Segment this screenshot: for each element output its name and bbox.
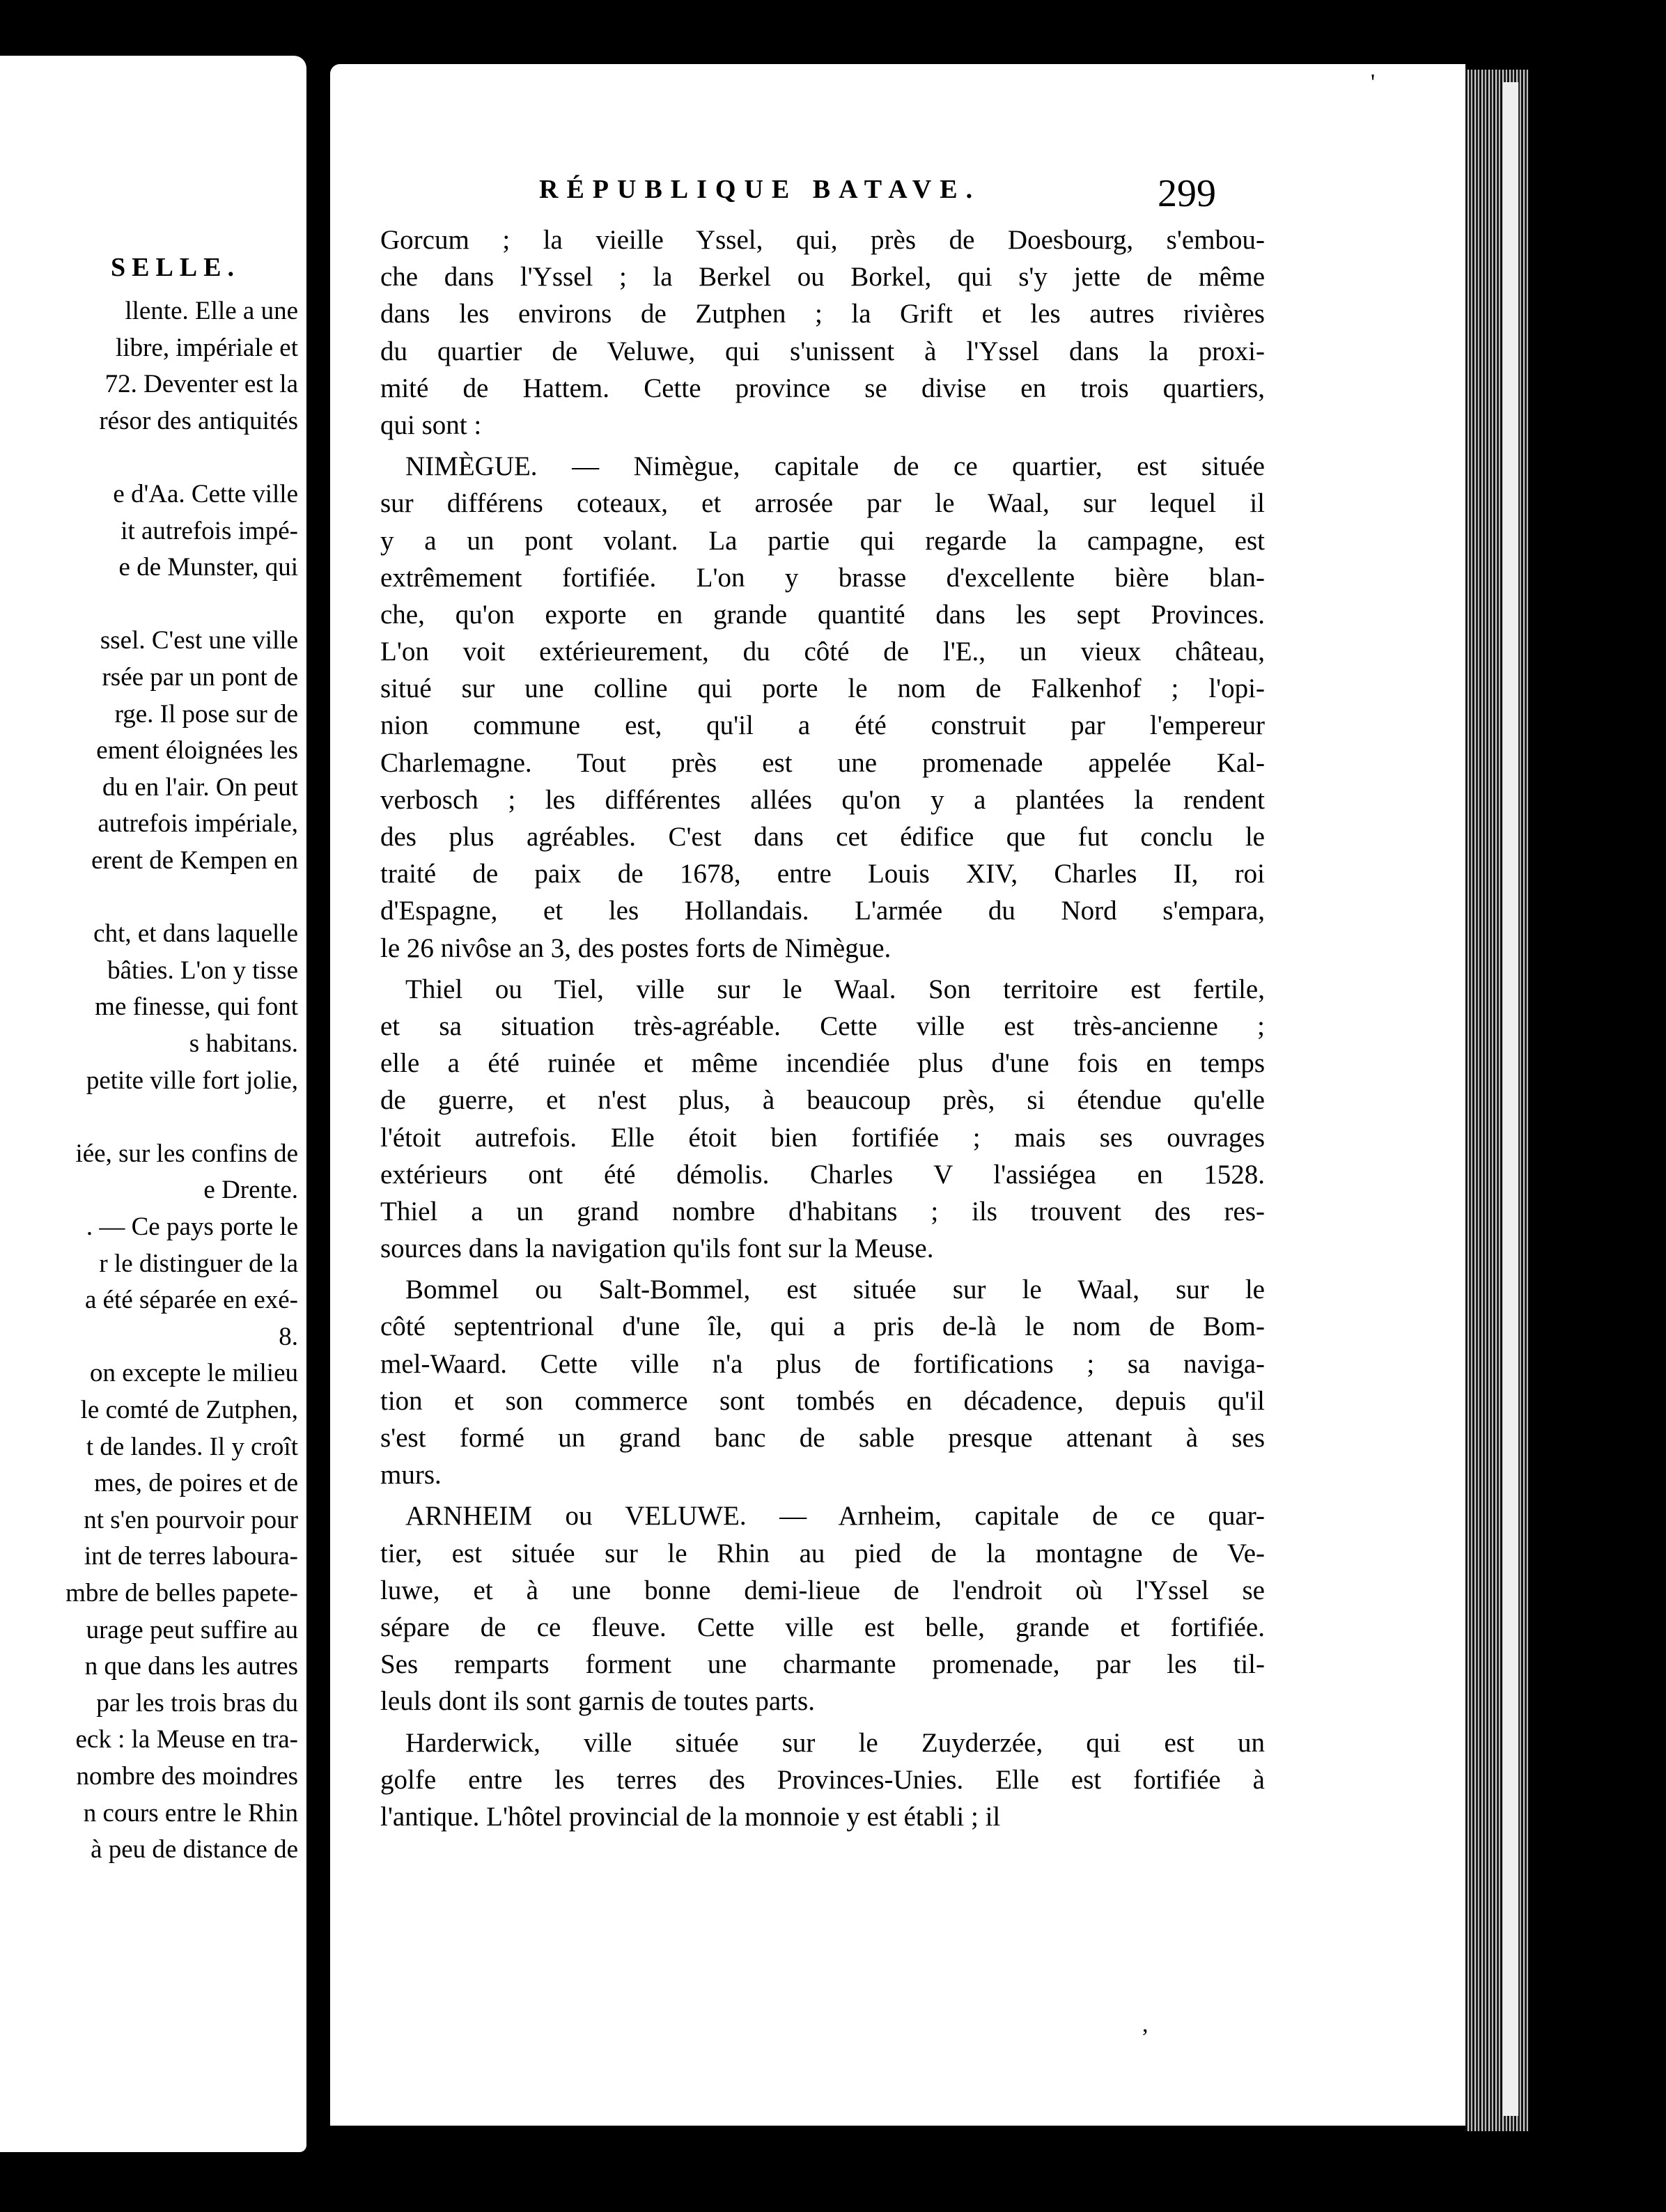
- left-page-line: ssel. C'est une ville: [100, 626, 298, 655]
- left-page-line: t de landes. Il y croît: [86, 1432, 298, 1461]
- paragraph: [380, 221, 1265, 444]
- page-body: [380, 221, 1265, 1835]
- left-page-line: rsée par un pont de: [102, 663, 298, 692]
- text-line: verbosch ; les différentes allées qu'on y a plantées la rendent: [380, 784, 1265, 815]
- paragraph: [380, 448, 1265, 967]
- text-line: tion et son commerce sont tombés en décadence, depuis qu'il: [380, 1385, 1265, 1416]
- margin-mark-bottom: ,: [1142, 2011, 1149, 2037]
- text-line: du quartier de Veluwe, qui s'unissent à l'Yssel dans la proxi-: [380, 336, 1265, 366]
- margin-mark: ': [1371, 70, 1376, 95]
- text-line: murs.: [380, 1460, 442, 1490]
- text-line: elle a été ruinée et même incendiée plus d'une fois en temps: [380, 1048, 1265, 1079]
- left-page-line: a été séparée en exé-: [84, 1286, 298, 1315]
- text-line: l'antique. L'hôtel provincial de la monnoie y est établi ; il: [380, 1801, 1001, 1832]
- left-page-line: . — Ce pays porte le: [86, 1213, 298, 1241]
- text-line: et sa situation très-agréable. Cette ville est très-ancienne ;: [380, 1011, 1265, 1041]
- text-line: l'étoit autrefois. Elle étoit bien fortifiée ; mais ses ouvrages: [380, 1122, 1265, 1153]
- left-page-line: par les trois bras du: [96, 1688, 298, 1718]
- left-page-line: s habitans.: [189, 1029, 298, 1058]
- running-head: RÉPUBLIQUE BATAVE.: [539, 175, 981, 204]
- text-line: Gorcum ; la vieille Yssel, qui, près de Doesbourg, s'embou-: [380, 225, 1265, 255]
- text-line: d'Espagne, et les Hollandais. L'armée du Nord s'empara,: [380, 896, 1265, 926]
- left-page-line: it autrefois impé-: [120, 516, 298, 545]
- paragraph: [380, 971, 1265, 1268]
- text-line: che, qu'on exporte en grande quantité dans les sept Provinces.: [380, 599, 1265, 630]
- left-page-line: 72. Deventer est la: [104, 370, 298, 399]
- text-line: sur différens coteaux, et arrosée par le Waal, sur lequel il: [380, 488, 1265, 519]
- text-line: Thiel a un grand nombre d'habitans ; ils trouvent des res-: [380, 1196, 1265, 1226]
- text-line: sépare de ce fleuve. Cette ville est belle, grande et fortifiée.: [380, 1612, 1265, 1642]
- left-page-line: e de Munster, qui: [118, 553, 298, 582]
- text-line: extérieurs ont été démolis. Charles V l'assiégea en 1528.: [380, 1159, 1265, 1190]
- left-page-line: erent de Kempen en: [91, 846, 298, 875]
- text-line: côté septentrional d'une île, qui a pris de-là le nom de Bom-: [380, 1311, 1265, 1342]
- left-page-line: on excepte le milieu: [90, 1359, 298, 1388]
- text-line: che dans l'Yssel ; la Berkel ou Borkel, qui s'y jette de même: [380, 262, 1265, 293]
- left-page-line: llente. Elle a une: [125, 297, 298, 325]
- left-page-line: résor des antiquités: [99, 406, 298, 435]
- text-line: luwe, et à une bonne demi-lieue de l'endroit où l'Yssel se: [380, 1575, 1265, 1605]
- text-line: sources dans la navigation qu'ils font sur la Meuse.: [380, 1233, 934, 1264]
- text-line: Thiel ou Tiel, ville sur le Waal. Son territoire est fertile,: [405, 974, 1265, 1004]
- text-line: le 26 nivôse an 3, des postes forts de Nimègue.: [380, 933, 892, 963]
- paragraph: [380, 1271, 1265, 1493]
- left-page-line: r le distinguer de la: [99, 1249, 298, 1278]
- text-line: dans les environs de Zutphen ; la Grift et les autres rivières: [380, 299, 1265, 329]
- left-page-line: cht, et dans laquelle: [93, 919, 298, 949]
- text-line: NIMÈGUE. — Nimègue, capitale de ce quartier, est située: [405, 451, 1265, 482]
- text-line: golfe entre les terres des Provinces-Unies. Elle est fortifiée à: [380, 1764, 1265, 1795]
- left-page-line: nombre des moindres: [76, 1762, 298, 1791]
- left-page-line: petite ville fort jolie,: [86, 1066, 298, 1095]
- text-line: Ses remparts forment une charmante promenade, par les til-: [380, 1649, 1265, 1680]
- left-page-line: à peu de distance de: [91, 1835, 298, 1864]
- text-line: ARNHEIM ou VELUWE. — Arnheim, capitale de ce quar-: [405, 1501, 1265, 1532]
- left-page-line: 8.: [279, 1322, 298, 1351]
- text-line: tier, est située sur le Rhin au pied de la montagne de Ve-: [380, 1538, 1265, 1568]
- text-line: y a un pont volant. La partie qui regarde la campagne, est: [380, 525, 1265, 556]
- left-page-line: bâties. L'on y tisse: [107, 956, 298, 985]
- paragraph: [380, 1724, 1265, 1836]
- text-line: des plus agréables. C'est dans cet édifice que fut conclu le: [380, 822, 1265, 852]
- text-line: traité de paix de 1678, entre Louis XIV, Charles II, roi: [380, 859, 1265, 889]
- left-page-line: urage peut suffire au: [86, 1615, 298, 1644]
- left-page-line: int de terres laboura-: [84, 1542, 298, 1571]
- text-line: mité de Hattem. Cette province se divise en trois quartiers,: [380, 373, 1265, 403]
- left-page-line: rge. Il pose sur de: [114, 699, 298, 729]
- left-page-line: ement éloignées les: [96, 736, 298, 765]
- text-line: Charlemagne. Tout près est une promenade appelée Kal-: [380, 747, 1265, 778]
- text-line: s'est formé un grand banc de sable presque attenant à ses: [380, 1423, 1265, 1453]
- paragraph: [380, 1497, 1265, 1720]
- text-line: de guerre, et n'est plus, à beaucoup près, si étendue qu'elle: [380, 1085, 1265, 1116]
- text-line: Harderwick, ville située sur le Zuyderzée, qui est un: [405, 1727, 1265, 1758]
- page-header: [330, 174, 1236, 223]
- left-page-line: le comté de Zutphen,: [80, 1396, 298, 1424]
- page-edge: [1465, 70, 1528, 2131]
- left-page-line: eck : la Meuse en tra-: [75, 1725, 298, 1754]
- page-number: 299: [1158, 172, 1216, 215]
- text-line: nion commune est, qu'il a été construit par l'empereur: [380, 710, 1265, 741]
- left-page-line: n que dans les autres: [84, 1652, 298, 1681]
- left-page-line: iée, sur les confins de: [75, 1139, 298, 1168]
- left-page-line: libre, impériale et: [116, 333, 298, 362]
- left-page-line: e Drente.: [203, 1176, 298, 1205]
- text-line: leuls dont ils sont garnis de toutes parts.: [380, 1686, 815, 1717]
- text-line: qui sont :: [380, 410, 482, 440]
- left-running-head: SELLE.: [110, 253, 240, 282]
- left-page-line: n cours entre le Rhin: [83, 1798, 298, 1828]
- left-page-line: autrefois impériale,: [98, 809, 298, 839]
- left-page-line: mbre de belles papete-: [65, 1579, 298, 1607]
- text-line: mel-Waard. Cette ville n'a plus de fortifications ; sa naviga-: [380, 1348, 1265, 1379]
- page-edge-strip: [1503, 82, 1518, 2116]
- left-page-line: e d'Aa. Cette ville: [113, 480, 298, 508]
- text-line: extrêmement fortifiée. L'on y brasse d'excellente bière blan-: [380, 562, 1265, 593]
- left-page-line: me finesse, qui font: [95, 992, 298, 1022]
- left-page-line: du en l'air. On peut: [102, 772, 298, 802]
- left-page-line: mes, de poires et de: [94, 1469, 298, 1498]
- text-line: Bommel ou Salt-Bommel, est située sur le Waal, sur le: [405, 1275, 1265, 1305]
- text-line: situé sur une colline qui porte le nom de Falkenhof ; l'opi-: [380, 673, 1265, 704]
- text-line: L'on voit extérieurement, du côté de l'E., un vieux château,: [380, 637, 1265, 667]
- left-page-line: nt s'en pourvoir pour: [84, 1505, 298, 1534]
